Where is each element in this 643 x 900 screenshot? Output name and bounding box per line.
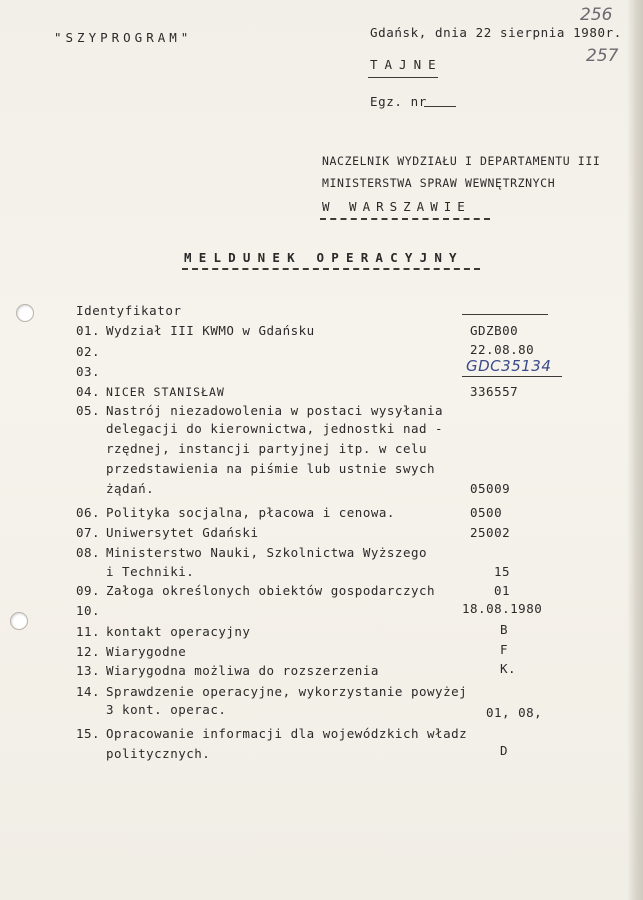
item-text: Ministerstwo Nauki, Szkolnictwa Wyższego (106, 545, 428, 560)
item-text: kontakt operacyjny (106, 624, 251, 639)
recipient-line-3: W WARSZAWIE (322, 199, 471, 214)
item-number: 14. (76, 684, 101, 699)
recipient-underline (320, 218, 490, 220)
item-code: 15 (494, 564, 511, 579)
item-text-continuation: przedstawienia na piśmie lub ustnie swych (106, 461, 436, 476)
item-number: 11. (76, 624, 101, 639)
list-item (76, 364, 106, 379)
value-column-rule-bottom (462, 376, 562, 377)
item-code: F (500, 642, 509, 657)
recipient-line-2: MINISTERSTWA SPRAW WEWNĘTRZNYCH (322, 176, 556, 190)
recipient-line-1: NACZELNIK WYDZIAŁU I DEPARTAMENTU III (322, 154, 601, 168)
place-date: Gdańsk, dnia 22 sierpnia 1980r. (370, 25, 622, 40)
item-text: Załoga określonych obiektów gospodarczych (106, 583, 436, 598)
identifier-label: Identyfikator (76, 303, 182, 318)
item-number: 13. (76, 663, 101, 678)
item-text-continuation: 3 kont. operac. (106, 702, 227, 717)
copy-number-label: Egz. nr (370, 94, 427, 109)
list-item (76, 545, 427, 560)
item-text-continuation: i Techniki. (106, 564, 195, 579)
item-text: Nastrój niezadowolenia w postaci wysyłania (106, 403, 444, 418)
item-number: 04. (76, 384, 101, 399)
page-edge-shadow (627, 0, 643, 900)
item-number: 07. (76, 525, 101, 540)
title-underline (182, 268, 480, 270)
item-code: 336557 (470, 384, 519, 399)
list-item (76, 624, 250, 639)
item-text: Uniwersytet Gdański (106, 525, 259, 540)
item-number: 10. (76, 603, 101, 618)
item-code: 0500 (470, 505, 503, 520)
handwritten-page-number-b: 257 (586, 46, 619, 66)
item-text: Sprawdzenie operacyjne, wykorzystanie powyżej (106, 684, 468, 699)
copy-number-blank (424, 106, 456, 107)
item-number: 01. (76, 323, 101, 338)
item-number: 03. (76, 364, 101, 379)
list-item (76, 583, 435, 598)
item-code: 25002 (470, 525, 511, 540)
secret-underline (368, 77, 438, 78)
item-text: Wiarygodne (106, 644, 187, 659)
list-item (76, 403, 443, 418)
item-code: GDZB00 (470, 323, 519, 338)
item-text: Wiarygodna możliwa do rozszerzenia (106, 663, 379, 678)
list-item (76, 684, 467, 699)
item-number: 15. (76, 726, 101, 741)
item-text: Wydział III KWMO w Gdańsku (106, 323, 315, 338)
value-column-rule-top (462, 314, 548, 315)
item-text: Opracowanie informacji dla wojewódzkich władz (106, 726, 468, 741)
item-code: B (500, 622, 509, 637)
item-number: 05. (76, 403, 101, 418)
list-item (76, 344, 106, 359)
item-text: Polityka socjalna, płacowa i cenowa. (106, 505, 395, 520)
organization-name: "SZYPROGRAM" (54, 30, 193, 45)
document-title: MELDUNEK OPERACYJNY (184, 250, 464, 265)
item-code: D (500, 743, 509, 758)
item-text-continuation: delegacji do kierownictwa, jednostki nad - (106, 421, 444, 436)
item-text: NICER STANISŁAW (106, 385, 225, 399)
item-number: 08. (76, 545, 101, 560)
handwritten-page-number-a: 256 (580, 5, 613, 25)
item-number: 09. (76, 583, 101, 598)
item-number: 06. (76, 505, 101, 520)
item-code: 01 (494, 583, 511, 598)
list-item (76, 525, 259, 540)
item-text-continuation: żądań. (106, 481, 155, 496)
secret-classification: TAJNE (370, 57, 443, 72)
item-text-continuation: rzędnej, instancji partyjnej itp. w celu (106, 441, 428, 456)
list-item (76, 726, 467, 741)
item-number: 12. (76, 644, 101, 659)
list-item (76, 663, 379, 678)
item-code: 01, 08, (486, 705, 543, 720)
item-code: K. (500, 661, 517, 676)
punch-hole-bottom (10, 612, 28, 630)
item-code-handwritten: GDC35134 (466, 357, 552, 375)
list-item (76, 644, 186, 659)
list-item (76, 603, 106, 618)
item-text-continuation: politycznych. (106, 746, 211, 761)
list-item (76, 384, 225, 399)
item-code: 18.08.1980 (462, 601, 543, 616)
item-code: 22.08.80 (470, 342, 535, 357)
list-item (76, 505, 395, 520)
item-code: 05009 (470, 481, 511, 496)
punch-hole-top (16, 304, 34, 322)
list-item (76, 323, 315, 338)
item-number: 02. (76, 344, 101, 359)
